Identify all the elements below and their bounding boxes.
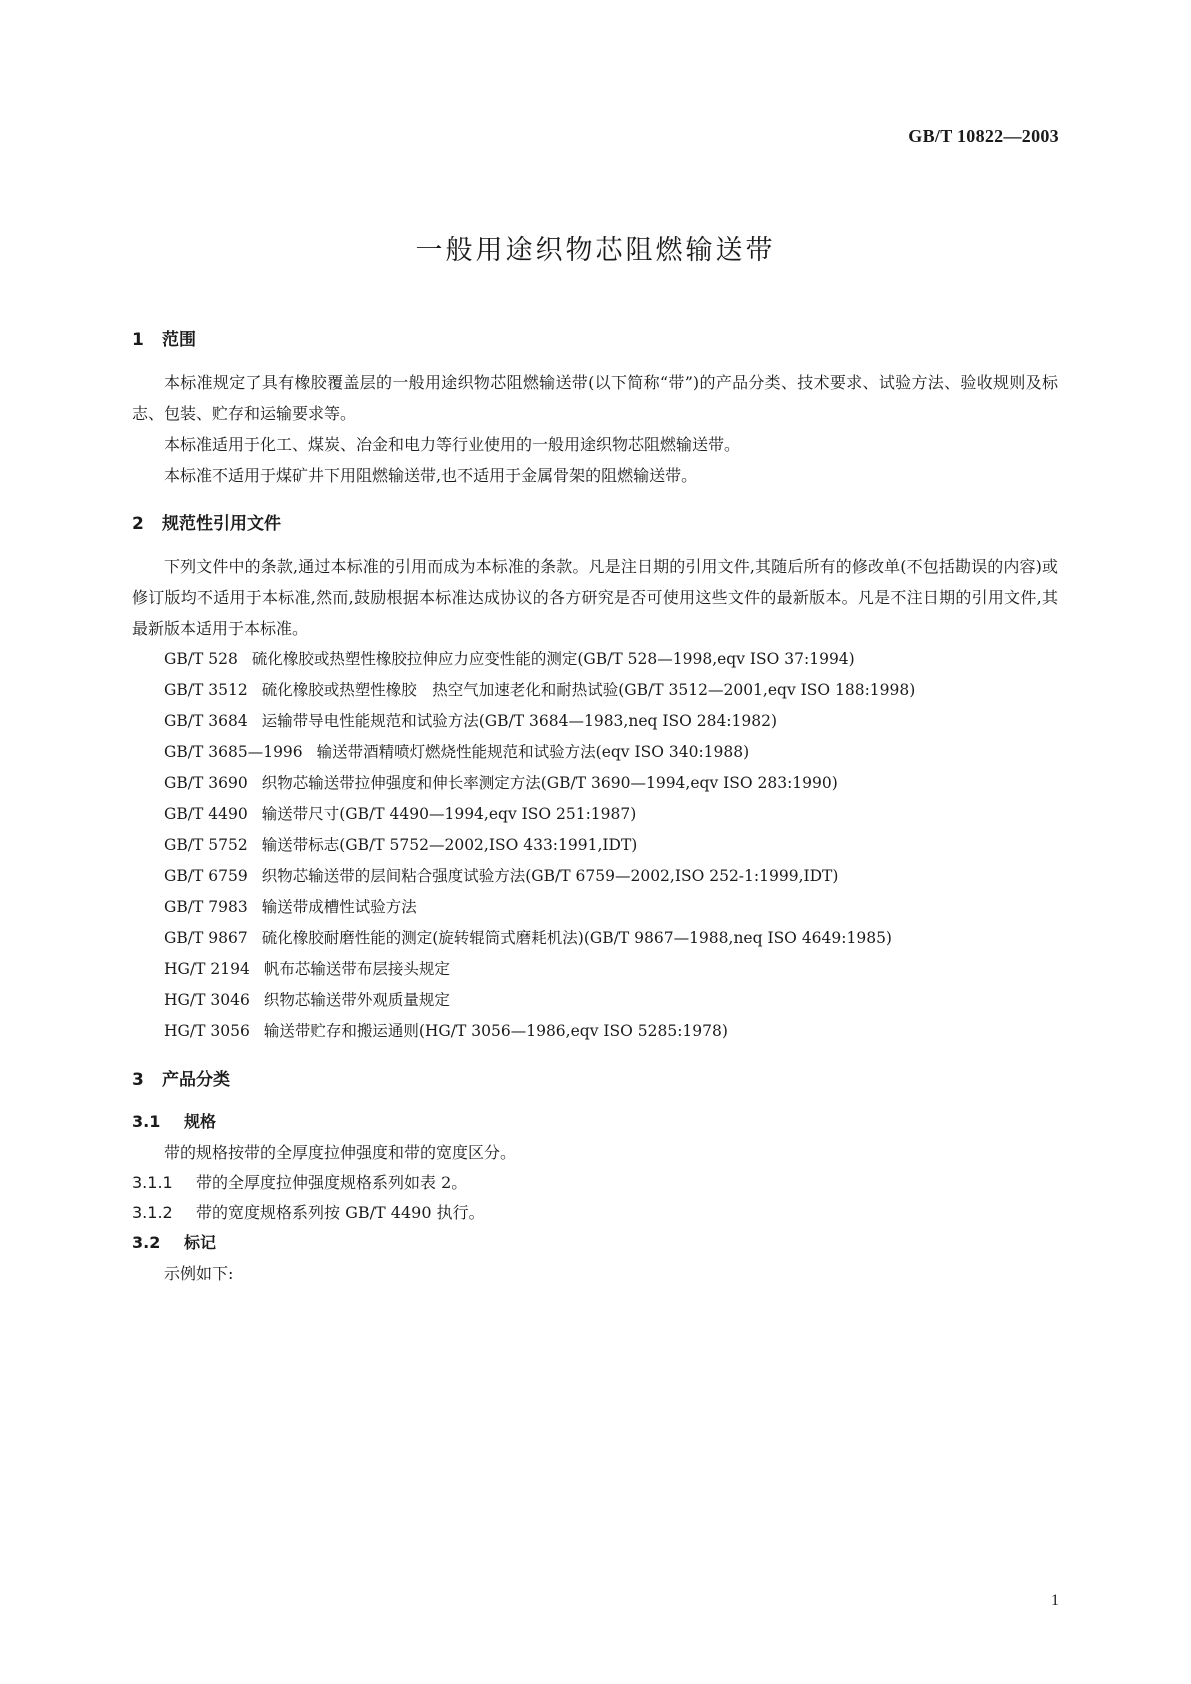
reference-text: 硫化橡胶或热塑性橡胶拉伸应力应变性能的测定(GB/T 528—1998,eqv ISO 37:1994) [251,650,855,668]
reference-text: 输送带标志(GB/T 5752—2002,ISO 433:1991,IDT) [261,836,638,854]
reference-list [132,644,1058,1047]
reference-code: GB/T 5752 [164,836,248,854]
reference-code: GB/T 7983 [164,898,248,916]
paragraph: 示例如下: [164,1264,234,1283]
subsection-number: 3.1 [132,1112,161,1131]
document-title: 一般用途织物芯阻燃输送带 [415,235,776,266]
reference-text: 织物芯输送带的层间粘合强度试验方法(GB/T 6759—2002,ISO 252-1:1999,IDT) [261,867,839,885]
reference-item [132,1016,1058,1047]
reference-code: HG/T 2194 [164,960,250,978]
reference-text: 输送带贮存和搬运通则(HG/T 3056—1986,eqv ISO 5285:1978) [263,1022,728,1040]
section-number: 1 [132,330,144,350]
paragraph: 带的规格按带的全厚度拉伸强度和带的宽度区分。 [164,1143,517,1162]
reference-text: 运输带导电性能规范和试验方法(GB/T 3684—1983,neq ISO 284:1982) [261,712,778,730]
paragraph: 本标准适用于化工、煤炭、冶金和电力等行业使用的一般用途织物芯阻燃输送带。 [164,435,741,454]
reference-item [132,892,1058,923]
reference-text: 硫化橡胶耐磨性能的测定(旋转辊筒式磨耗机法)(GB/T 9867—1988,neq ISO 4649:1985) [261,929,892,947]
reference-code: HG/T 3046 [164,991,250,1009]
reference-text: 织物芯输送带拉伸强度和伸长率测定方法(GB/T 3690—1994,eqv ISO 283:1990) [261,774,838,792]
reference-code: HG/T 3056 [164,1022,250,1040]
section-number: 2 [132,514,144,534]
subsection-title: 规格 [184,1112,217,1131]
reference-code: GB/T 9867 [164,929,248,947]
reference-text: 输送带尺寸(GB/T 4490—1994,eqv ISO 251:1987) [261,805,637,823]
subsection-3-1-heading [132,1107,1058,1137]
standard-code: GB/T 10822—2003 [908,126,1059,146]
reference-item [132,675,1058,706]
reference-code: GB/T 6759 [164,867,248,885]
reference-item [132,923,1058,954]
section-1-heading [132,325,1058,355]
paragraph: 本标准规定了具有橡胶覆盖层的一般用途织物芯阻燃输送带(以下简称“带”)的产品分类、技术要求、试验方法、验收规则及标志、包装、贮存和运输要求等。 [132,373,1058,423]
clause-text: 带的宽度规格系列按 GB/T 4490 执行。 [196,1203,485,1222]
reference-item [132,799,1058,830]
section-title: 产品分类 [162,1070,230,1090]
reference-code: GB/T 4490 [164,805,248,823]
section-3-heading [132,1065,1058,1095]
clause-3-1-2 [132,1198,1058,1228]
section-2-heading [132,509,1058,539]
section-title: 范围 [162,330,196,350]
clause-number: 3.1.2 [132,1203,173,1222]
clause-number: 3.1.1 [132,1173,173,1192]
reference-code: GB/T 3512 [164,681,248,699]
page-number: 1 [1051,1592,1059,1609]
reference-text: 帆布芯输送带布层接头规定 [263,960,450,978]
section-title: 规范性引用文件 [162,514,281,534]
reference-item [132,706,1058,737]
reference-code: GB/T 528 [164,650,238,668]
clause-3-1-1 [132,1168,1058,1198]
reference-text: 硫化橡胶或热塑性橡胶 热空气加速老化和耐热试验(GB/T 3512—2001,eqv ISO 188:1998) [261,681,916,699]
subsection-3-2-heading [132,1228,1058,1258]
section-number: 3 [132,1070,144,1090]
paragraph: 下列文件中的条款,通过本标准的引用而成为本标准的条款。凡是注日期的引用文件,其随后所有的修改单(不包括勘误的内容)或修订版均不适用于本标准,然而,鼓励根据本标准达成协议的各方研究是否可使用这些文件的最新版本。凡是不注日期的引用文件,其最新版本适用于本标准。 [132,557,1058,638]
clause-text: 带的全厚度拉伸强度规格系列如表 2。 [196,1173,468,1192]
reference-text: 织物芯输送带外观质量规定 [263,991,450,1009]
reference-code: GB/T 3690 [164,774,248,792]
reference-item [132,644,1058,675]
reference-item [132,768,1058,799]
reference-item [132,861,1058,892]
reference-text: 输送带成槽性试验方法 [261,898,417,916]
document-body [132,325,1058,1289]
reference-item [132,830,1058,861]
reference-code: GB/T 3685—1996 [164,743,303,761]
reference-item [132,737,1058,768]
reference-item [132,954,1058,985]
reference-item [132,985,1058,1016]
reference-text: 输送带酒精喷灯燃烧性能规范和试验方法(eqv ISO 340:1988) [316,743,750,761]
paragraph: 本标准不适用于煤矿井下用阻燃输送带,也不适用于金属骨架的阻燃输送带。 [164,466,698,485]
subsection-title: 标记 [184,1233,217,1252]
reference-code: GB/T 3684 [164,712,248,730]
subsection-number: 3.2 [132,1233,161,1252]
